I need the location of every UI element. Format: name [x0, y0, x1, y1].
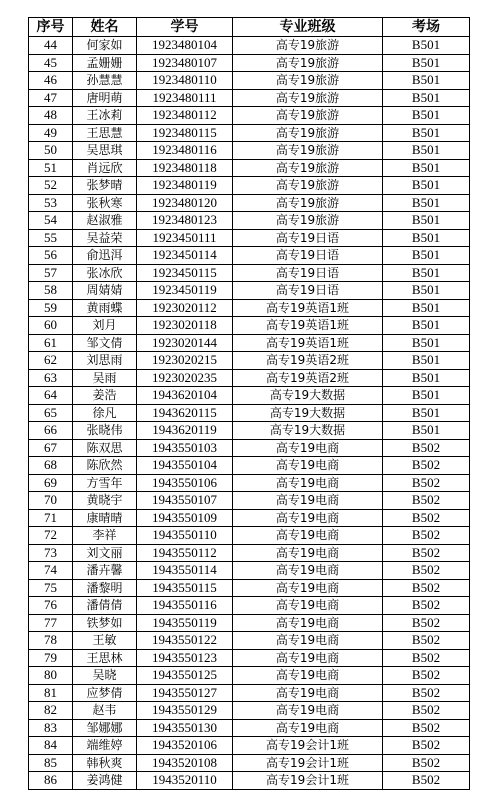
serial-number-cell: 75: [29, 579, 73, 597]
name-cell: 周婧婧: [73, 282, 137, 300]
exam-room-cell: B501: [383, 124, 470, 142]
exam-room-cell: B502: [383, 579, 470, 597]
exam-room-cell: B501: [383, 142, 470, 160]
major-class-cell: 高专19电商: [233, 474, 383, 492]
exam-room-cell: B501: [383, 159, 470, 177]
serial-number-cell: 47: [29, 89, 73, 107]
exam-room-cell: B501: [383, 212, 470, 230]
name-cell: 张梦晴: [73, 177, 137, 195]
major-class-cell: 高专19电商: [233, 562, 383, 580]
name-cell: 潘黎明: [73, 579, 137, 597]
header-major-class: 专业班级: [233, 18, 383, 37]
name-cell: 张冰欣: [73, 264, 137, 282]
major-class-cell: 高专19英语1班: [233, 299, 383, 317]
exam-room-cell: B502: [383, 614, 470, 632]
name-cell: 陈双思: [73, 439, 137, 457]
serial-number-cell: 46: [29, 72, 73, 90]
exam-room-cell: B501: [383, 404, 470, 422]
table-row: [29, 369, 470, 387]
student-id-cell: 1943620115: [137, 404, 233, 422]
table-row: [29, 194, 470, 212]
exam-room-cell: B502: [383, 544, 470, 562]
name-cell: 姜鸿健: [73, 772, 137, 790]
exam-room-cell: B501: [383, 334, 470, 352]
name-cell: 王敏: [73, 632, 137, 650]
name-cell: 张晓伟: [73, 422, 137, 440]
student-id-cell: 1943550114: [137, 562, 233, 580]
name-cell: 赵淑雅: [73, 212, 137, 230]
student-id-cell: 1943620104: [137, 387, 233, 405]
exam-room-cell: B501: [383, 264, 470, 282]
name-cell: 方雪年: [73, 474, 137, 492]
exam-room-cell: B502: [383, 754, 470, 772]
serial-number-cell: 50: [29, 142, 73, 160]
student-id-cell: 1923480110: [137, 72, 233, 90]
student-id-cell: 1923450115: [137, 264, 233, 282]
name-cell: 刘思雨: [73, 352, 137, 370]
header-name: 姓名: [73, 18, 137, 37]
exam-room-cell: B502: [383, 684, 470, 702]
major-class-cell: 高专19电商: [233, 439, 383, 457]
table-row: [29, 212, 470, 230]
table-row: [29, 89, 470, 107]
table-row: [29, 772, 470, 790]
name-cell: 唐明萌: [73, 89, 137, 107]
serial-number-cell: 51: [29, 159, 73, 177]
serial-number-cell: 74: [29, 562, 73, 580]
exam-room-cell: B501: [383, 229, 470, 247]
exam-room-cell: B502: [383, 509, 470, 527]
serial-number-cell: 45: [29, 54, 73, 72]
table-row: [29, 264, 470, 282]
major-class-cell: 高专19旅游: [233, 37, 383, 55]
serial-number-cell: 48: [29, 107, 73, 125]
name-cell: 李祥: [73, 527, 137, 545]
table-row: [29, 544, 470, 562]
name-cell: 俞迅洱: [73, 247, 137, 265]
student-id-cell: 1943620119: [137, 422, 233, 440]
student-id-cell: 1943550103: [137, 439, 233, 457]
student-id-cell: 1923480112: [137, 107, 233, 125]
student-id-cell: 1923480107: [137, 54, 233, 72]
exam-room-cell: B501: [383, 352, 470, 370]
student-id-cell: 1923020112: [137, 299, 233, 317]
exam-room-cell: B502: [383, 439, 470, 457]
exam-room-cell: B502: [383, 737, 470, 755]
table-row: [29, 229, 470, 247]
exam-room-cell: B501: [383, 387, 470, 405]
student-id-cell: 1923450119: [137, 282, 233, 300]
student-id-cell: 1923480118: [137, 159, 233, 177]
name-cell: 王冰莉: [73, 107, 137, 125]
exam-room-cell: B501: [383, 72, 470, 90]
major-class-cell: 高专19电商: [233, 492, 383, 510]
major-class-cell: 高专19英语2班: [233, 352, 383, 370]
exam-seating-sheet: [28, 17, 469, 790]
major-class-cell: 高专19大数据: [233, 387, 383, 405]
student-id-cell: 1943550130: [137, 719, 233, 737]
student-id-cell: 1923480111: [137, 89, 233, 107]
table-row: [29, 107, 470, 125]
student-id-cell: 1943550123: [137, 649, 233, 667]
table-row: [29, 54, 470, 72]
table-row: [29, 334, 470, 352]
table-row: [29, 352, 470, 370]
name-cell: 何家如: [73, 37, 137, 55]
exam-room-cell: B502: [383, 597, 470, 615]
student-id-cell: 1943550115: [137, 579, 233, 597]
exam-room-cell: B502: [383, 632, 470, 650]
table-row: [29, 159, 470, 177]
exam-room-cell: B501: [383, 107, 470, 125]
name-cell: 张秋寒: [73, 194, 137, 212]
header-row: [29, 18, 470, 37]
exam-room-cell: B501: [383, 299, 470, 317]
table-row: [29, 597, 470, 615]
exam-room-cell: B502: [383, 562, 470, 580]
serial-number-cell: 60: [29, 317, 73, 335]
student-id-cell: 1923450111: [137, 229, 233, 247]
serial-number-cell: 56: [29, 247, 73, 265]
table-row: [29, 474, 470, 492]
name-cell: 黄雨蝶: [73, 299, 137, 317]
student-id-cell: 1923020144: [137, 334, 233, 352]
student-id-cell: 1923480104: [137, 37, 233, 55]
major-class-cell: 高专19电商: [233, 702, 383, 720]
header-student-id: 学号: [137, 18, 233, 37]
major-class-cell: 高专19日语: [233, 229, 383, 247]
serial-number-cell: 80: [29, 667, 73, 685]
exam-room-cell: B501: [383, 177, 470, 195]
major-class-cell: 高专19旅游: [233, 159, 383, 177]
student-id-cell: 1943550122: [137, 632, 233, 650]
name-cell: 吴晓: [73, 667, 137, 685]
student-id-cell: 1943550112: [137, 544, 233, 562]
table-row: [29, 684, 470, 702]
table-row: [29, 439, 470, 457]
table-row: [29, 317, 470, 335]
serial-number-cell: 73: [29, 544, 73, 562]
table-row: [29, 702, 470, 720]
table-row: [29, 754, 470, 772]
name-cell: 徐凡: [73, 404, 137, 422]
serial-number-cell: 55: [29, 229, 73, 247]
exam-room-cell: B501: [383, 194, 470, 212]
name-cell: 赵韦: [73, 702, 137, 720]
exam-room-cell: B501: [383, 369, 470, 387]
serial-number-cell: 57: [29, 264, 73, 282]
serial-number-cell: 62: [29, 352, 73, 370]
major-class-cell: 高专19电商: [233, 719, 383, 737]
exam-room-cell: B501: [383, 422, 470, 440]
exam-room-cell: B502: [383, 527, 470, 545]
header-serial-number: 序号: [29, 18, 73, 37]
student-id-cell: 1923480116: [137, 142, 233, 160]
table-row: [29, 72, 470, 90]
serial-number-cell: 52: [29, 177, 73, 195]
serial-number-cell: 61: [29, 334, 73, 352]
serial-number-cell: 67: [29, 439, 73, 457]
name-cell: 铁梦如: [73, 614, 137, 632]
serial-number-cell: 84: [29, 737, 73, 755]
table-row: [29, 579, 470, 597]
name-cell: 邹文倩: [73, 334, 137, 352]
major-class-cell: 高专19日语: [233, 282, 383, 300]
major-class-cell: 高专19英语2班: [233, 369, 383, 387]
major-class-cell: 高专19英语1班: [233, 334, 383, 352]
major-class-cell: 高专19旅游: [233, 124, 383, 142]
exam-room-cell: B501: [383, 37, 470, 55]
serial-number-cell: 68: [29, 457, 73, 475]
serial-number-cell: 81: [29, 684, 73, 702]
table-row: [29, 632, 470, 650]
serial-number-cell: 59: [29, 299, 73, 317]
name-cell: 刘月: [73, 317, 137, 335]
name-cell: 孙慧慧: [73, 72, 137, 90]
table-row: [29, 37, 470, 55]
name-cell: 吴益荣: [73, 229, 137, 247]
serial-number-cell: 77: [29, 614, 73, 632]
serial-number-cell: 78: [29, 632, 73, 650]
major-class-cell: 高专19旅游: [233, 212, 383, 230]
serial-number-cell: 63: [29, 369, 73, 387]
major-class-cell: 高专19大数据: [233, 422, 383, 440]
name-cell: 王思林: [73, 649, 137, 667]
name-cell: 韩秋爽: [73, 754, 137, 772]
table-row: [29, 247, 470, 265]
student-id-cell: 1943550119: [137, 614, 233, 632]
student-id-cell: 1923480115: [137, 124, 233, 142]
student-id-cell: 1943520106: [137, 737, 233, 755]
table-header: [29, 18, 470, 37]
name-cell: 邹娜娜: [73, 719, 137, 737]
table-row: [29, 737, 470, 755]
table-row: [29, 142, 470, 160]
exam-room-cell: B502: [383, 474, 470, 492]
student-id-cell: 1923020235: [137, 369, 233, 387]
major-class-cell: 高专19大数据: [233, 404, 383, 422]
name-cell: 王思慧: [73, 124, 137, 142]
student-id-cell: 1923020215: [137, 352, 233, 370]
major-class-cell: 高专19电商: [233, 579, 383, 597]
name-cell: 康晴晴: [73, 509, 137, 527]
major-class-cell: 高专19旅游: [233, 72, 383, 90]
table-row: [29, 124, 470, 142]
exam-room-cell: B501: [383, 54, 470, 72]
student-id-cell: 1943550107: [137, 492, 233, 510]
table-row: [29, 527, 470, 545]
major-class-cell: 高专19电商: [233, 457, 383, 475]
major-class-cell: 高专19电商: [233, 649, 383, 667]
major-class-cell: 高专19会计1班: [233, 772, 383, 790]
table-row: [29, 299, 470, 317]
table-row: [29, 649, 470, 667]
exam-room-cell: B502: [383, 649, 470, 667]
student-id-cell: 1943550129: [137, 702, 233, 720]
serial-number-cell: 58: [29, 282, 73, 300]
major-class-cell: 高专19旅游: [233, 194, 383, 212]
serial-number-cell: 54: [29, 212, 73, 230]
major-class-cell: 高专19旅游: [233, 107, 383, 125]
table-row: [29, 509, 470, 527]
student-id-cell: 1943550104: [137, 457, 233, 475]
student-id-cell: 1943550106: [137, 474, 233, 492]
serial-number-cell: 70: [29, 492, 73, 510]
student-id-cell: 1923480123: [137, 212, 233, 230]
exam-room-cell: B502: [383, 772, 470, 790]
serial-number-cell: 83: [29, 719, 73, 737]
major-class-cell: 高专19电商: [233, 544, 383, 562]
table-row: [29, 404, 470, 422]
serial-number-cell: 65: [29, 404, 73, 422]
serial-number-cell: 71: [29, 509, 73, 527]
table-row: [29, 719, 470, 737]
name-cell: 吴思琪: [73, 142, 137, 160]
serial-number-cell: 66: [29, 422, 73, 440]
table-row: [29, 282, 470, 300]
table-body: [29, 37, 470, 790]
student-id-cell: 1943550125: [137, 667, 233, 685]
major-class-cell: 高专19电商: [233, 597, 383, 615]
major-class-cell: 高专19日语: [233, 264, 383, 282]
serial-number-cell: 44: [29, 37, 73, 55]
name-cell: 端维婷: [73, 737, 137, 755]
name-cell: 吴雨: [73, 369, 137, 387]
student-id-cell: 1923480120: [137, 194, 233, 212]
student-id-cell: 1943550127: [137, 684, 233, 702]
serial-number-cell: 82: [29, 702, 73, 720]
student-id-cell: 1923480119: [137, 177, 233, 195]
major-class-cell: 高专19旅游: [233, 54, 383, 72]
name-cell: 潘倩倩: [73, 597, 137, 615]
name-cell: 肖远欣: [73, 159, 137, 177]
exam-room-cell: B502: [383, 492, 470, 510]
exam-room-cell: B501: [383, 317, 470, 335]
name-cell: 潘卉馨: [73, 562, 137, 580]
major-class-cell: 高专19电商: [233, 684, 383, 702]
student-id-cell: 1923450114: [137, 247, 233, 265]
major-class-cell: 高专19电商: [233, 509, 383, 527]
major-class-cell: 高专19电商: [233, 614, 383, 632]
name-cell: 孟姗姗: [73, 54, 137, 72]
serial-number-cell: 69: [29, 474, 73, 492]
serial-number-cell: 49: [29, 124, 73, 142]
table-row: [29, 614, 470, 632]
major-class-cell: 高专19电商: [233, 527, 383, 545]
serial-number-cell: 85: [29, 754, 73, 772]
serial-number-cell: 86: [29, 772, 73, 790]
major-class-cell: 高专19电商: [233, 632, 383, 650]
major-class-cell: 高专19英语1班: [233, 317, 383, 335]
student-id-cell: 1943550109: [137, 509, 233, 527]
table-row: [29, 387, 470, 405]
student-id-cell: 1943520108: [137, 754, 233, 772]
name-cell: 刘文丽: [73, 544, 137, 562]
major-class-cell: 高专19会计1班: [233, 737, 383, 755]
serial-number-cell: 64: [29, 387, 73, 405]
exam-seating-table: [28, 17, 470, 790]
exam-room-cell: B502: [383, 719, 470, 737]
major-class-cell: 高专19日语: [233, 247, 383, 265]
header-exam-room: 考场: [383, 18, 470, 37]
serial-number-cell: 76: [29, 597, 73, 615]
major-class-cell: 高专19电商: [233, 667, 383, 685]
name-cell: 应梦倩: [73, 684, 137, 702]
exam-room-cell: B501: [383, 247, 470, 265]
exam-room-cell: B501: [383, 282, 470, 300]
exam-room-cell: B502: [383, 667, 470, 685]
student-id-cell: 1943550110: [137, 527, 233, 545]
table-row: [29, 562, 470, 580]
exam-room-cell: B501: [383, 89, 470, 107]
exam-room-cell: B502: [383, 457, 470, 475]
major-class-cell: 高专19旅游: [233, 142, 383, 160]
serial-number-cell: 72: [29, 527, 73, 545]
student-id-cell: 1923020118: [137, 317, 233, 335]
major-class-cell: 高专19会计1班: [233, 754, 383, 772]
table-row: [29, 422, 470, 440]
major-class-cell: 高专19旅游: [233, 177, 383, 195]
table-row: [29, 492, 470, 510]
student-id-cell: 1943520110: [137, 772, 233, 790]
serial-number-cell: 79: [29, 649, 73, 667]
name-cell: 姜浩: [73, 387, 137, 405]
table-row: [29, 667, 470, 685]
serial-number-cell: 53: [29, 194, 73, 212]
exam-room-cell: B502: [383, 702, 470, 720]
table-row: [29, 177, 470, 195]
name-cell: 陈欣然: [73, 457, 137, 475]
major-class-cell: 高专19旅游: [233, 89, 383, 107]
table-row: [29, 457, 470, 475]
name-cell: 黄晓宇: [73, 492, 137, 510]
student-id-cell: 1943550116: [137, 597, 233, 615]
